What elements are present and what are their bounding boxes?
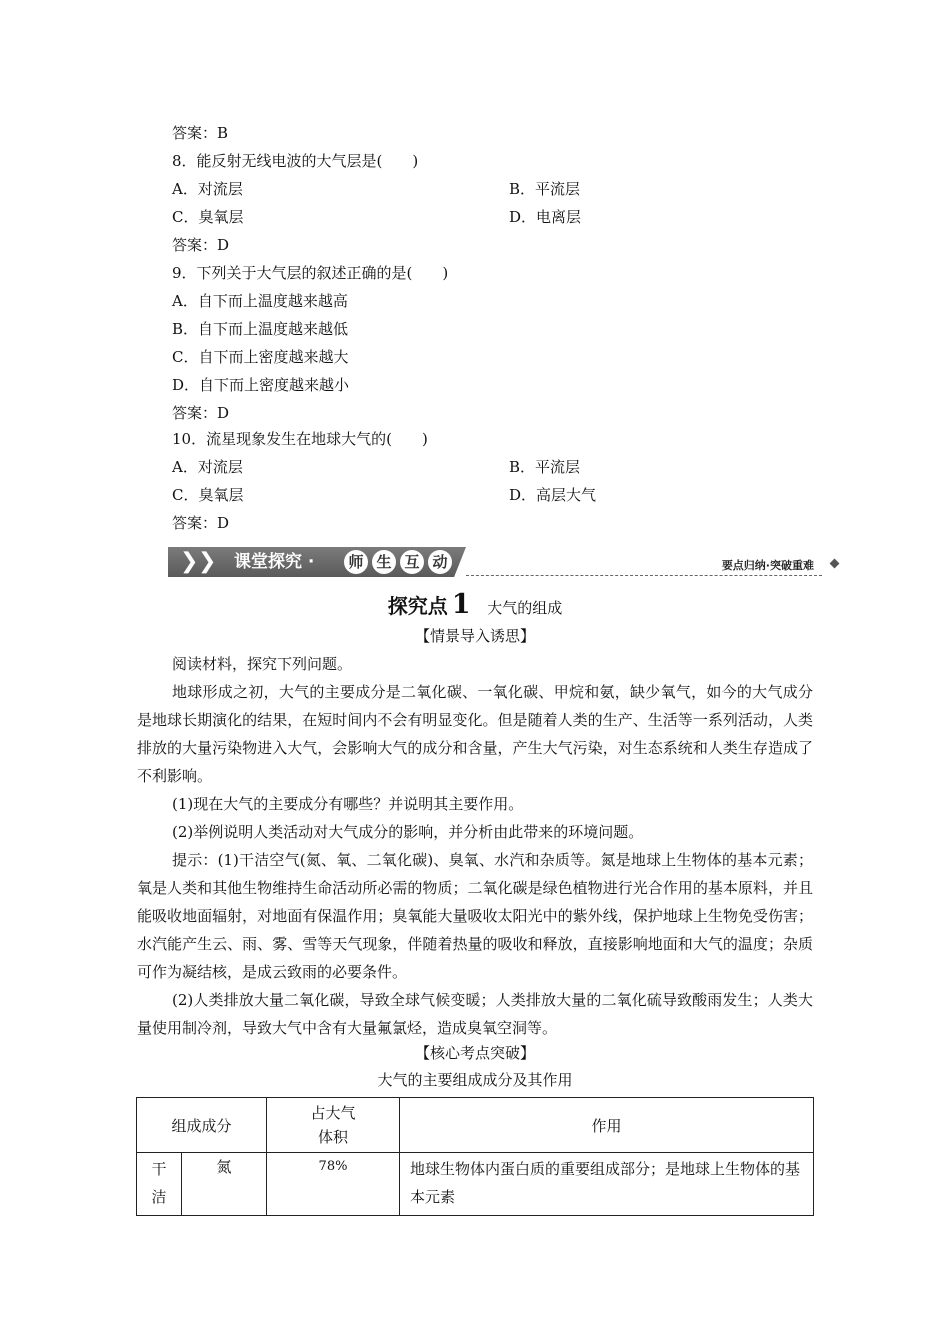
- chevron-right-icon: ❯: [180, 549, 199, 574]
- section-title: 大气的组成: [487, 599, 563, 617]
- q8-stem: 8．能反射无线电波的大气层是( ): [172, 152, 419, 170]
- intro-question-1: (1)现在大气的主要成分有哪些？并说明其主要作用。: [172, 795, 524, 813]
- q8-answer: 答案：D: [172, 236, 230, 254]
- composition-table: [136, 1097, 814, 1216]
- table-row-volume: 78%: [267, 1153, 400, 1216]
- q9-option-a: A．自下而上温度越来越高: [172, 292, 348, 310]
- banner-char: 互: [400, 550, 424, 574]
- table-header-cell: 作用: [400, 1098, 814, 1153]
- banner-subtitle: 要点归纳·突破重难: [721, 559, 814, 572]
- core-heading: 【核心考点突破】: [414, 1044, 535, 1062]
- q10-answer: 答案：D: [172, 514, 230, 532]
- q9-stem: 9．下列关于大气层的叙述正确的是( ): [172, 264, 449, 282]
- intro-heading: 【情景导入诱思】: [414, 627, 535, 645]
- table-header-row: [137, 1098, 814, 1153]
- q9-answer: 答案：D: [172, 404, 230, 422]
- q8-option-d: D．电离层: [509, 208, 582, 226]
- q10-option-b: B．平流层: [509, 458, 581, 476]
- section-label: 探究点: [387, 594, 448, 618]
- table-row-component: 氮: [182, 1153, 267, 1216]
- q9-option-d: D．自下而上密度越来越小: [172, 376, 350, 394]
- q8-option-b: B．平流层: [509, 180, 581, 198]
- table-title: 大气的主要组成成分及其作用: [377, 1071, 573, 1089]
- q9-option-b: B．自下而上温度越来越低: [172, 320, 349, 338]
- table-row: [137, 1153, 814, 1216]
- intro-hint-1: 提示：(1)干洁空气(氮、氧、二氧化碳)、臭氧、水汽和杂质等。氮是地球上生物体的基本元素；氧是人类和其他生物维持生命活动所必需的物质；二氧化碳是绿色植物进行光合作用的基本原料，并且能吸收地面辐射，对地面有保温作用；臭氧能大量吸收太阳光中的紫外线，保护地球上生物免受伤害；水汽能产生云、雨、雾、雪等天气现象，伴随着热量的吸收和释放，直接影响地面和大气的温度；杂质可作为凝结核，是成云致雨的必要条件。: [137, 851, 813, 981]
- q10-option-a: A．对流层: [172, 458, 243, 476]
- banner-title: 课堂探究 ·: [234, 552, 315, 572]
- banner-char: 师: [344, 550, 368, 574]
- q10-option-d: D．高层大气: [509, 486, 597, 504]
- q8-option-c: C．臭氧层: [172, 208, 244, 226]
- intro-hint-2: (2)人类排放大量二氧化碳，导致全球气候变暖；人类排放大量的二氧化硫导致酸雨发生；人类大量使用制冷剂，导致大气中含有大量氟氯烃，造成臭氧空洞等。: [137, 991, 813, 1037]
- intro-body: [137, 678, 813, 1042]
- chevron-right-icon: ❯: [198, 549, 217, 574]
- table-header-cell: 占大气 体积: [267, 1098, 400, 1153]
- banner-char: 动: [428, 550, 452, 574]
- section-heading: [137, 589, 813, 624]
- section-number: 1: [451, 589, 471, 620]
- q9-option-c: C．自下而上密度越来越大: [172, 348, 349, 366]
- diamond-icon: [830, 559, 840, 569]
- q8-option-a: A．对流层: [172, 180, 243, 198]
- q10-option-c: C．臭氧层: [172, 486, 244, 504]
- q10-stem: 10．流星现象发生在地球大气的( ): [172, 430, 428, 448]
- table-header-cell: 组成成分: [137, 1098, 267, 1153]
- banner-rule: [466, 575, 822, 576]
- table-row-function: 地球生物体内蛋白质的重要组成部分；是地球上生物体的基本元素: [400, 1153, 814, 1216]
- banner-char: 生: [372, 550, 396, 574]
- intro-material: 地球形成之初，大气的主要成分是二氧化碳、一氧化碳、甲烷和氨，缺少氧气，如今的大气成分是地球长期演化的结果，在短时间内不会有明显变化。但是随着人类的生产、生活等一系列活动，人类排放的大量污染物进入大气，会影响大气的成分和含量，产生大气污染，对生态系统和人类生存造成了不利影响。: [137, 683, 813, 785]
- section-banner: [168, 545, 840, 579]
- intro-question-2: (2)举例说明人类活动对大气成分的影响，并分析由此带来的环境问题。: [172, 823, 644, 841]
- q7-answer: 答案：B: [172, 124, 229, 142]
- intro-lead: 阅读材料，探究下列问题。: [172, 655, 353, 673]
- table-row-group: 干 洁: [137, 1153, 182, 1216]
